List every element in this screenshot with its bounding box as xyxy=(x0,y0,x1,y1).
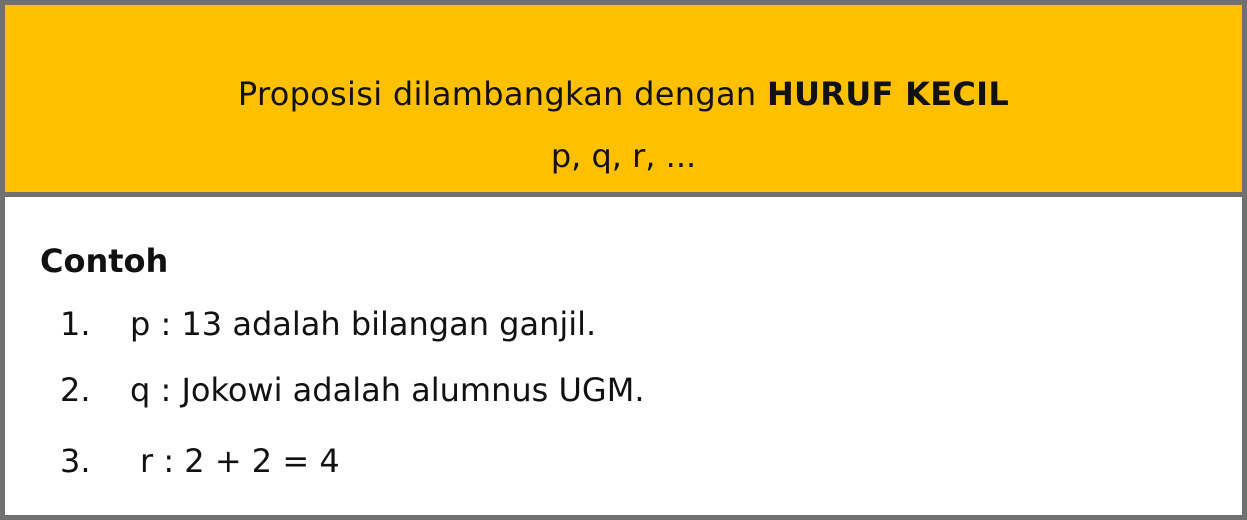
example-number: 1. xyxy=(60,305,91,343)
examples-title: Contoh xyxy=(40,242,169,280)
example-statement: p : 13 adalah bilangan ganjil. xyxy=(130,305,597,343)
header-banner xyxy=(5,5,1242,197)
example-statement: q : Jokowi adalah alumnus UGM. xyxy=(130,371,645,409)
example-statement: r : 2 + 2 = 4 xyxy=(140,442,340,480)
header-definition-prefix: Proposisi dilambangkan dengan xyxy=(237,75,767,113)
header-definition xyxy=(5,71,1242,117)
header-symbols: p, q, r, ... xyxy=(550,137,697,175)
example-number: 3. xyxy=(60,442,91,480)
header-definition-emphasis: HURUF KECIL xyxy=(766,75,1010,113)
example-number: 2. xyxy=(60,371,91,409)
